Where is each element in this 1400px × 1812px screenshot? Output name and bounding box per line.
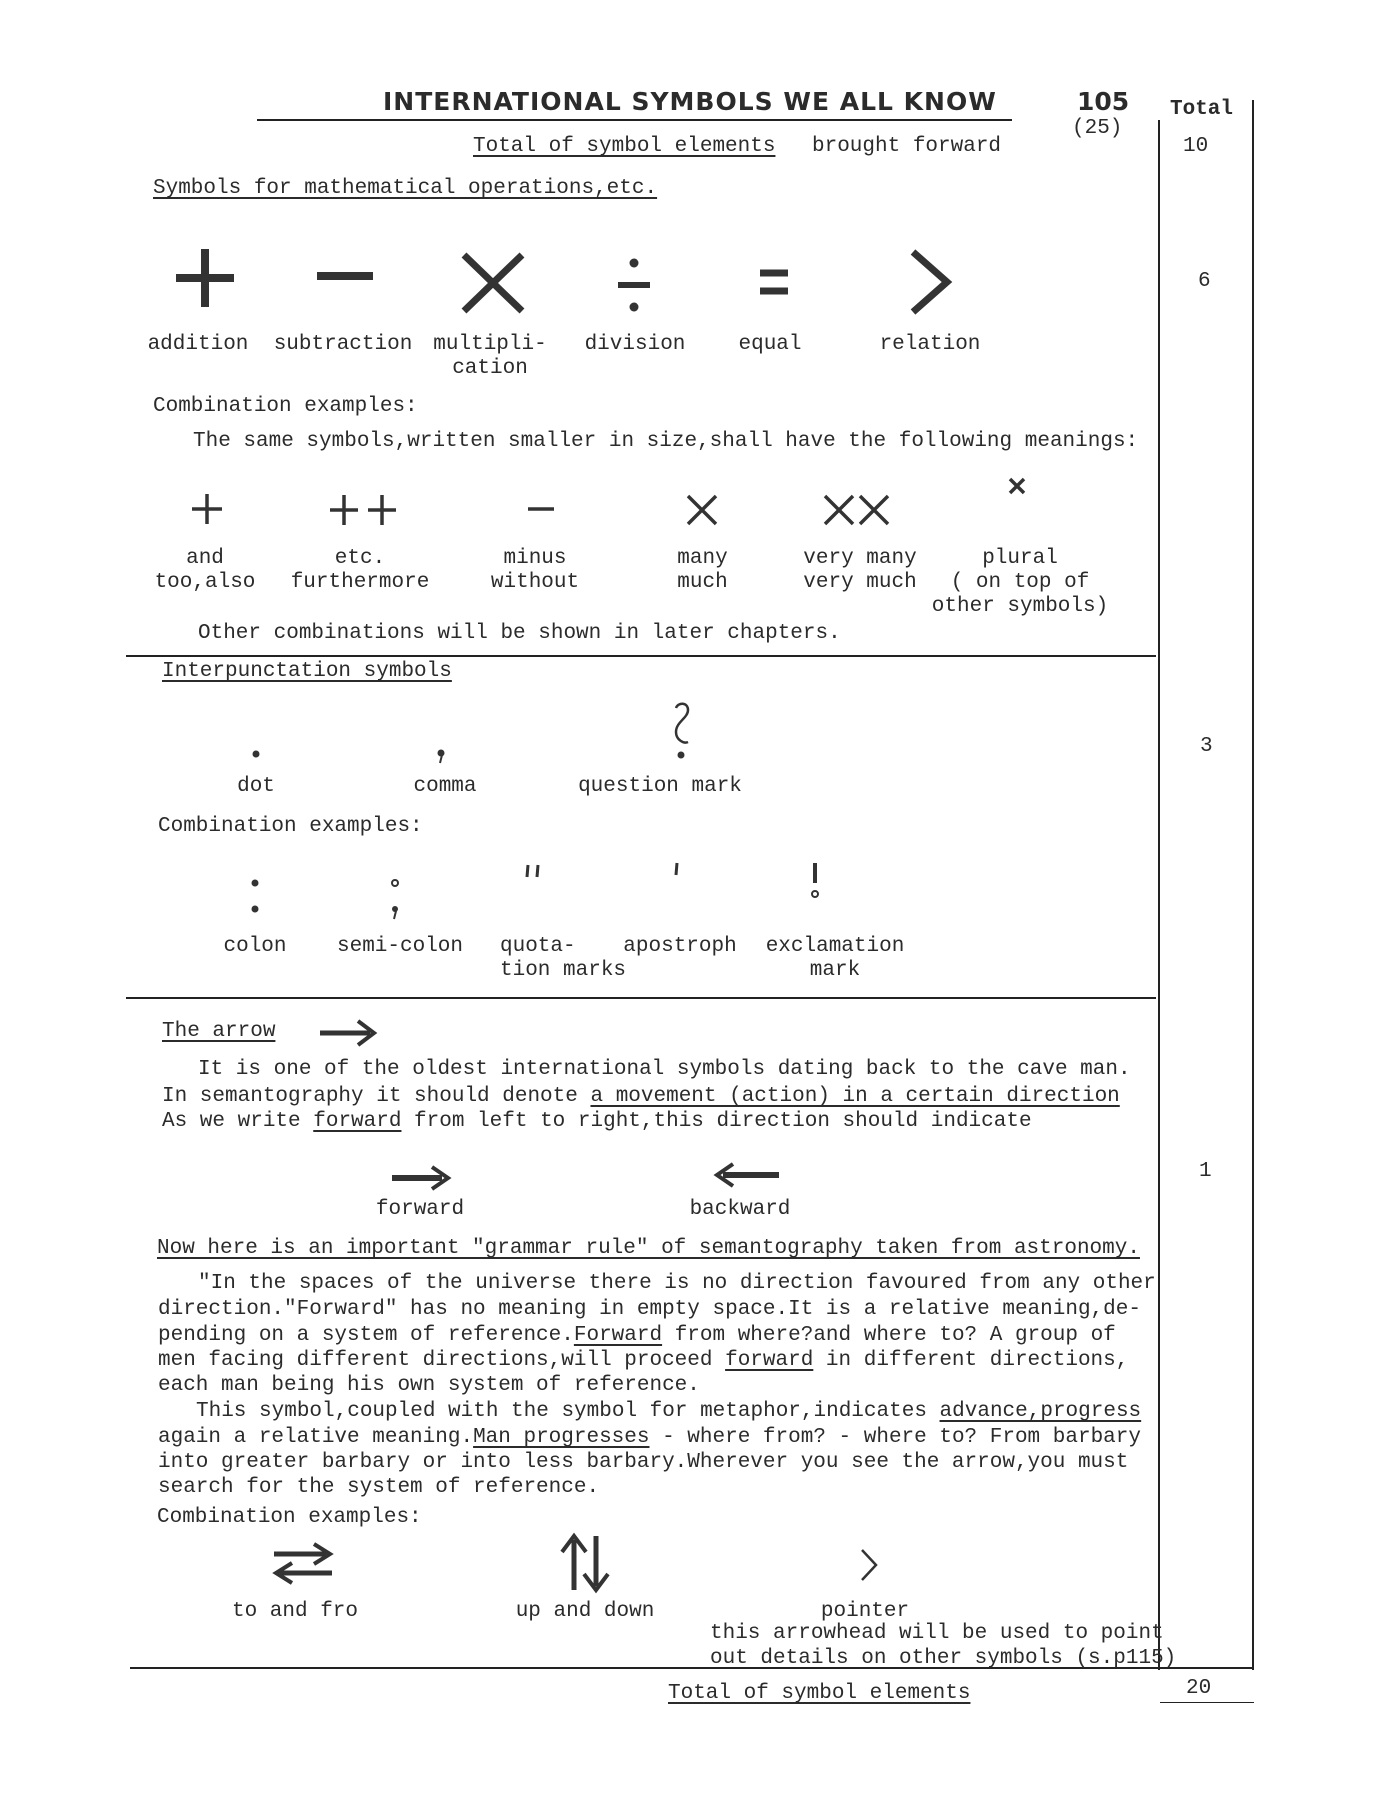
combo-label-many: many much bbox=[677, 547, 728, 594]
page-sub-number: (25) bbox=[1072, 117, 1123, 140]
forward-arrow-icon bbox=[390, 1163, 452, 1193]
paragraph1-line-5: each man being his own system of reference. bbox=[158, 1374, 700, 1397]
colon-icon bbox=[248, 876, 262, 916]
arrow-count: 1 bbox=[1199, 1160, 1212, 1183]
backward-arrow-icon bbox=[713, 1160, 783, 1190]
math-label-addition: addition bbox=[147, 333, 249, 356]
interpunct-label-question: question mark bbox=[578, 775, 742, 798]
question-mark-icon bbox=[668, 700, 694, 762]
paragraph1-line-4: men facing different directions,will proceed forward in different directions, bbox=[158, 1349, 1129, 1372]
arrow-line-1: It is one of the oldest international symbols dating back to the cave man. bbox=[198, 1058, 1131, 1081]
dot-icon bbox=[250, 748, 262, 760]
up-and-down-arrows-icon bbox=[556, 1532, 614, 1594]
superscript-times-icon bbox=[1007, 476, 1027, 496]
interpunct-label-exclamation: exclamation mark bbox=[765, 935, 905, 982]
pointer-note-line-1: this arrowhead will be used to point bbox=[710, 1622, 1164, 1645]
equal-icon bbox=[756, 265, 792, 299]
math-label-relation: relation bbox=[879, 333, 981, 356]
brought-forward-suffix: brought forward bbox=[812, 135, 1002, 158]
other-combinations-note: Other combinations will be shown in later chapters. bbox=[198, 622, 841, 645]
grammar-rule: Now here is an important "grammar rule" of semantography taken from astronomy. bbox=[157, 1237, 1140, 1260]
paragraph2-line-2: again a relative meaning.Man progresses - where from? - where to? From barbary bbox=[158, 1426, 1141, 1449]
small-times-icon bbox=[685, 493, 719, 527]
arrow-combination-heading: Combination examples: bbox=[157, 1506, 422, 1529]
minus-icon bbox=[313, 268, 377, 284]
arrow-line-3: As we write forward from left to right,this direction should indicate bbox=[162, 1110, 1032, 1133]
page-title: INTERNATIONAL SYMBOLS WE ALL KNOW bbox=[383, 87, 997, 116]
combo-label-and: and too,also bbox=[154, 547, 256, 594]
double-plus-icon bbox=[328, 493, 400, 527]
interpunct-label-semicolon: semi-colon bbox=[336, 935, 464, 958]
total-column-right-rule bbox=[1252, 100, 1254, 1670]
double-times-icon bbox=[822, 493, 892, 527]
plus-icon bbox=[172, 245, 238, 311]
math-label-subtraction: subtraction bbox=[273, 333, 413, 356]
total-column-header: Total bbox=[1170, 98, 1234, 121]
quotation-marks-icon bbox=[522, 863, 544, 879]
small-plus-icon bbox=[190, 492, 224, 526]
combo-label-minus: minus without bbox=[490, 547, 580, 594]
paragraph1-line-3: pending on a system of reference.Forward from where?and where to? A group of bbox=[158, 1324, 1116, 1347]
total-column-left-rule bbox=[1158, 120, 1160, 1670]
combo-label-plural: plural ( on top of other symbols) bbox=[931, 547, 1109, 618]
arrow-line-2: In semantography it should denote a movement (action) in a certain direction bbox=[162, 1085, 1120, 1108]
pointer-arrowhead-icon bbox=[858, 1547, 880, 1583]
pointer-note-line-2: out details on other symbols (s.p115) bbox=[710, 1647, 1177, 1670]
backward-label: backward bbox=[689, 1198, 791, 1221]
interpunct-label-dot: dot bbox=[237, 775, 275, 798]
section-divider-2 bbox=[126, 997, 1156, 999]
math-combination-heading: Combination examples: bbox=[153, 395, 418, 418]
arrow-heading: The arrow bbox=[162, 1020, 276, 1043]
interpunct-label-colon: colon bbox=[223, 935, 287, 958]
combo-label-etc: etc. furthermore bbox=[290, 547, 430, 594]
page-number: 105 bbox=[1077, 87, 1130, 116]
comma-icon bbox=[435, 748, 447, 766]
interpunct-label-apostrophe: apostroph bbox=[623, 935, 737, 958]
math-combination-intro: The same symbols,written smaller in size,shall have the following meanings: bbox=[193, 430, 1139, 453]
math-count: 6 bbox=[1198, 270, 1211, 293]
divide-icon bbox=[614, 255, 654, 315]
math-label-equal: equal bbox=[738, 333, 802, 356]
interpunctation-count: 3 bbox=[1200, 735, 1213, 758]
apostrophe-icon bbox=[672, 861, 682, 877]
paragraph1-line-2: direction."Forward" has no meaning in empty space.It is a relative meaning,de- bbox=[158, 1298, 1141, 1321]
up-and-down-label: up and down bbox=[515, 1600, 655, 1623]
footer-total-value: 20 bbox=[1186, 1677, 1212, 1700]
interpunct-label-comma: comma bbox=[413, 775, 477, 798]
section-divider-1 bbox=[126, 655, 1156, 657]
forward-label: forward bbox=[375, 1198, 465, 1221]
title-underline bbox=[257, 119, 1012, 121]
paragraph2-line-4: search for the system of reference. bbox=[158, 1476, 600, 1499]
relation-icon bbox=[905, 248, 955, 316]
math-label-multiplication: multipli- cation bbox=[433, 333, 547, 380]
footer-rule bbox=[1160, 1702, 1254, 1703]
interpunct-combination-heading: Combination examples: bbox=[158, 815, 423, 838]
math-heading: Symbols for mathematical operations,etc. bbox=[153, 177, 658, 200]
interpunctation-heading: Interpunctation symbols bbox=[162, 660, 452, 683]
to-and-fro-label: to and fro bbox=[231, 1600, 359, 1623]
footer-total-label: Total of symbol elements bbox=[668, 1682, 971, 1705]
paragraph1-line-1: "In the spaces of the universe there is no direction favoured from any other bbox=[198, 1272, 1156, 1295]
to-and-fro-arrows-icon bbox=[270, 1540, 336, 1586]
paragraph2-line-3: into greater barbary or into less barbary.Wherever you see the arrow,you must bbox=[158, 1451, 1129, 1474]
brought-forward-label: Total of symbol elements bbox=[473, 135, 776, 158]
heading-arrow-icon bbox=[318, 1018, 378, 1048]
small-minus-icon bbox=[526, 504, 556, 514]
pointer-label: pointer bbox=[820, 1600, 910, 1623]
interpunct-label-quotation: quota- tion marks bbox=[500, 935, 627, 982]
semicolon-icon bbox=[388, 876, 402, 920]
math-label-division: division bbox=[584, 333, 686, 356]
times-icon bbox=[458, 250, 528, 316]
exclamation-mark-icon bbox=[809, 861, 821, 901]
paragraph2-line-1: This symbol,coupled with the symbol for metaphor,indicates advance,progress bbox=[196, 1400, 1142, 1423]
combo-label-very-many: very many very much bbox=[803, 547, 917, 594]
brought-forward-value: 10 bbox=[1183, 135, 1209, 158]
